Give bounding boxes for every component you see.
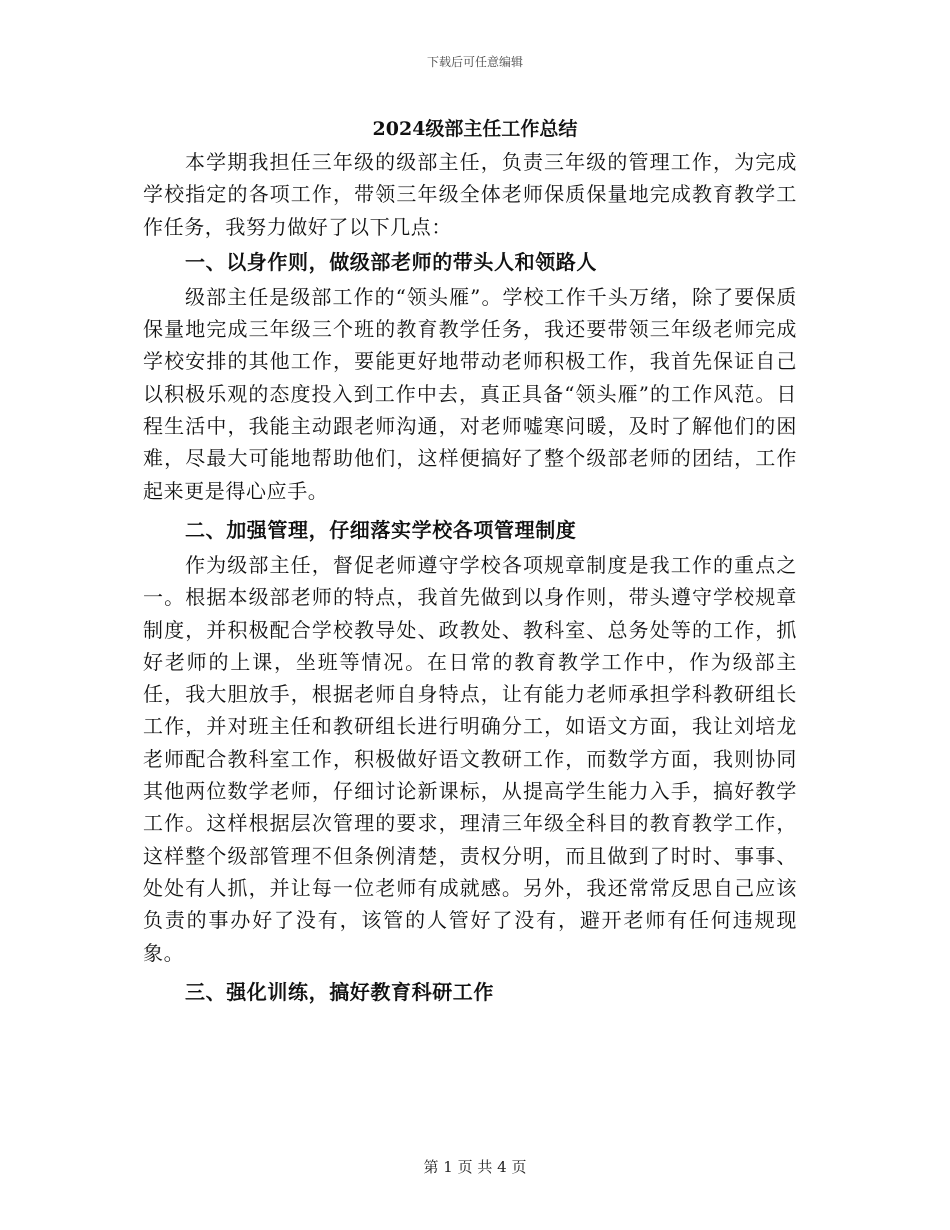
page-number: 第 1 页 共 4 页 (423, 1158, 527, 1176)
section-body-2: 作为级部主任，督促老师遵守学校各项规章制度是我工作的重点之一。根据本级部老师的特点，我首先做到以身作则，带头遵守学校规章制度，并积极配合学校教导处、政教处、教科室、总务处等的工作，抓好老师的上课，坐班等情况。在日常的教育教学工作中，作为级部主任，我大胆放手，根据老师自身特点，让有能力老师承担学科教研组长工作，并对班主任和教研组长进行明确分工，如语文方面，我让刘培龙老师配合教科室工作，积极做好语文教研工作，而数学方面，我则协同其他两位数学老师，仔细讨论新课标，从提高学生能力入手，搞好教学工作。这样根据层次管理的要求，理清三年级全科目的教育教学工作，这样整个级部管理不但条例清楚，责权分明，而且做到了时时、事事、处处有人抓，并让每一位老师有成就感。另外，我还常常反思自己应该负责的事办好了没有，该管的人管好了没有，避开老师有任何违规现象。 (143, 552, 797, 965)
section-heading-1: 一、以身作则，做级部老师的带头人和领路人 (185, 249, 597, 274)
section-heading-2: 二、加强管理，仔细落实学校各项管理制度 (185, 517, 577, 542)
section-heading-3: 三、强化训练，搞好教育科研工作 (185, 979, 494, 1004)
page-header-note: 下载后可任意编辑 (426, 55, 523, 69)
section-body-1: 级部主任是级部工作的“领头雁”。学校工作千头万绪，除了要保质保量地完成三年级三个班的教育教学任务，我还要带领三年级老师完成学校安排的其他工作，要能更好地带动老师积极工作，我首先保证自己以积极乐观的态度投入到工作中去，真正具备“领头雁”的工作风范。日程生活中，我能主动跟老师沟通，对老师嘘寒问暖，及时了解他们的困难，尽最大可能地帮助他们，这样便搞好了整个级部老师的团结，工作起来更是得心应手。 (143, 284, 797, 503)
document-body (143, 146, 797, 1011)
intro-paragraph: 本学期我担任三年级的级部主任，负责三年级的管理工作，为完成学校指定的各项工作，带领三年级全体老师保质保量地完成教育教学工作任务，我努力做好了以下几点： (143, 150, 797, 239)
document-title: 2024级部主任工作总结 (372, 118, 578, 140)
